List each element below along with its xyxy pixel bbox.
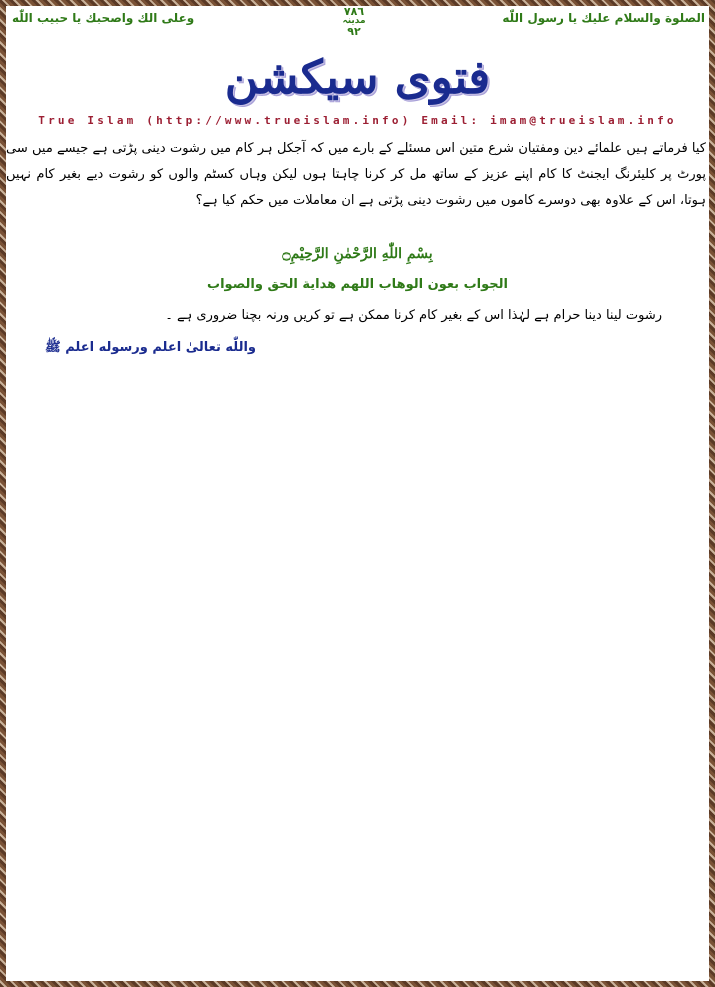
answer-text: رشوت لینا دینا حرام ہے لہٰذا اس کے بغیر کام کرنا ممکن ہے تو کریں ورنہ بچنا ضروری ہے ۔ <box>165 308 662 323</box>
header-number-bottom: ٩٢ <box>347 25 361 38</box>
header-madina-mark: مدینہ <box>342 16 366 26</box>
site-contact-line: True Islam (http://www.trueislam.info) Email: imam@trueislam.info <box>38 114 677 127</box>
closing-line: واللّٰه تعالىٰ اعلم ورسوله اعلم ﷺ <box>44 340 256 355</box>
question-text: کیا فرماتے ہیں علمائے دین ومفتیان شرع متین اس مسئلے کے بارے میں کہ آجکل ہر کام میں رشوت دینی پڑتی ہے جیسے میں سی پورٹ پر کلیئرنگ ایجنٹ کا کام اپنے عزیز کے ساتھ مل کر کرنا چاہتا ہوں لیکن وہاں کسٹم والوں کو رشوت دیے بغیر کام نہیں ہوتا، اس کے علاوہ بھی دوسرے کاموں میں رشوت دینی پڑتی ہے ان معاملات میں حکم کیا ہے؟ <box>6 141 706 208</box>
page-title: فتوی سیکشن <box>224 50 491 104</box>
fatwa-page <box>6 6 709 981</box>
bismillah-line: بِسْمِ اللّٰهِ الرَّحْمٰنِ الرَّحِيْمِ۝ <box>282 246 433 262</box>
answer-heading: الجواب بعون الوهاب اللهم هداية الحق والصواب <box>207 277 508 292</box>
header-salutation-right: الصلوة والسلام عليك يا رسول اللّٰه <box>502 11 705 25</box>
header-salutation-left: وعلى الك واصحبك يا حبيب اللّٰه <box>12 11 195 25</box>
header-number-top: ٧٨٦ <box>343 5 365 18</box>
header-number <box>324 6 384 37</box>
